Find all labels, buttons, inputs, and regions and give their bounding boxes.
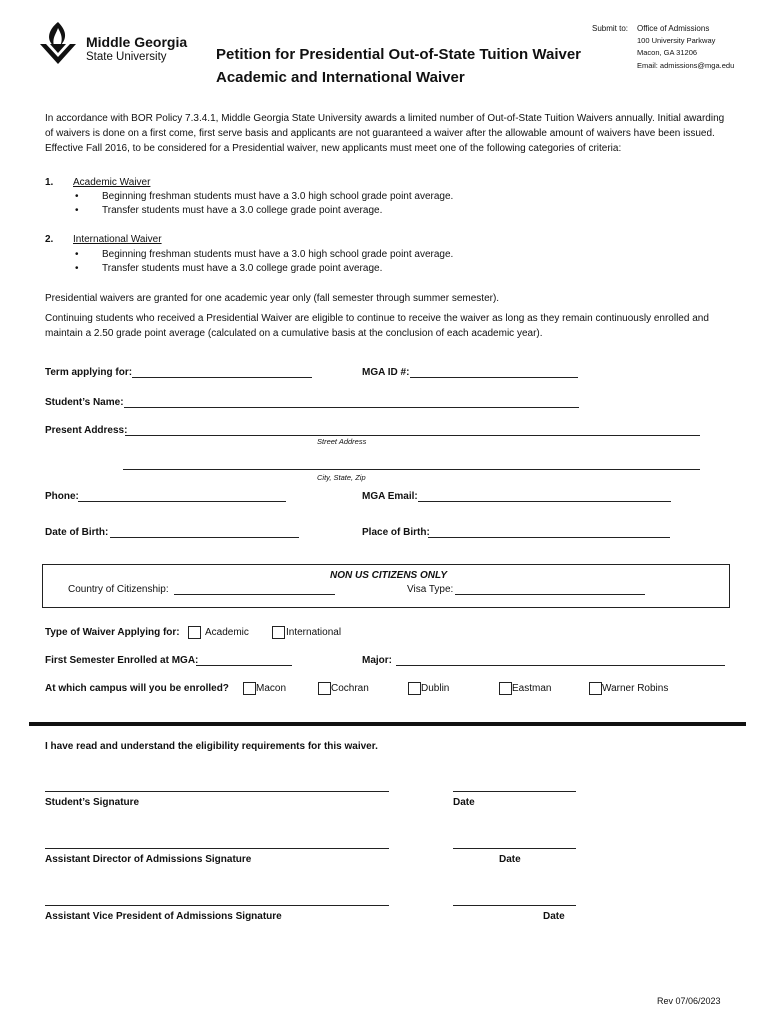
pob-field[interactable] [428,528,670,538]
flame-logo-icon [36,20,80,66]
logo [36,20,206,70]
page-subtitle: Academic and International Waiver [216,69,465,86]
category-1-number: 1. [45,177,54,188]
avp-signature-label: Assistant Vice President of Admissions Signature [45,911,282,922]
bullet-icon: • [75,249,79,260]
address-label: Present Address: [45,425,128,436]
avp-signature-line[interactable] [45,905,389,906]
street-address-field[interactable] [125,426,700,436]
category-2-bullet-1: Beginning freshman students must have a 3.0 high school grade point average. [102,249,454,260]
bullet-icon: • [75,205,79,216]
cochran-checkbox[interactable] [318,682,331,695]
visa-label: Visa Type: [407,584,454,595]
submit-street: 100 University Parkway [637,36,716,45]
first-semester-label: First Semester Enrolled at MGA: [45,655,199,666]
submit-city: Macon, GA 31206 [637,48,698,57]
phone-field[interactable] [78,492,286,502]
warner-robins-checkbox[interactable] [589,682,602,695]
macon-label: Macon [256,683,287,694]
submit-office: Office of Admissions [637,24,710,33]
dob-field[interactable] [110,528,299,538]
mga-email-label: MGA Email: [362,491,418,502]
city-state-zip-hint: City, State, Zip [317,473,366,482]
avp-date-line[interactable] [453,905,576,906]
note-continuing: Continuing students who received a Presidential Waiver are eligible to continue to receive the waiver as long as they remain continuously enrolled and maintain a 2.50 grade point average (calculated on a cumulative basis at the conclusion of each academic year). [45,313,709,339]
logo-line1: Middle Georgia [86,34,188,50]
mga-id-field[interactable] [410,368,578,378]
country-label: Country of Citizenship: [68,584,169,595]
phone-label: Phone: [45,491,79,502]
revision-note: Rev 07/06/2023 [657,996,721,1006]
mga-id-label: MGA ID #: [362,367,410,378]
visa-field[interactable] [455,585,645,595]
term-label: Term applying for: [45,367,133,378]
major-label: Major: [362,655,392,666]
first-semester-field[interactable] [196,656,292,666]
student-date-line[interactable] [453,791,576,792]
student-name-label: Student’s Name: [45,397,124,408]
avp-date-label: Date [543,911,565,922]
section-divider [29,722,746,726]
dublin-label: Dublin [421,683,450,694]
asst-director-signature-line[interactable] [45,848,389,849]
cochran-label: Cochran [331,683,369,694]
eastman-label: Eastman [512,683,552,694]
note-one-year: Presidential waivers are granted for one academic year only (fall semester through summer semester). [45,293,500,304]
asst-director-date-label: Date [499,854,521,865]
academic-option-label: Academic [205,627,249,638]
student-date-label: Date [453,797,475,808]
macon-checkbox[interactable] [243,682,256,695]
international-option-label: International [286,627,342,638]
logo-line2: State University [86,51,167,63]
country-field[interactable] [174,585,335,595]
non-us-title: NON US CITIZENS ONLY [330,570,448,581]
category-2-number: 2. [45,234,54,245]
street-address-hint: Street Address [317,437,367,446]
student-name-field[interactable] [124,398,579,408]
category-2-bullet-2: Transfer students must have a 3.0 college grade point average. [102,263,383,274]
major-field[interactable] [396,656,725,666]
mga-email-field[interactable] [418,492,671,502]
page-title: Petition for Presidential Out-of-State Tuition Waiver [216,46,582,63]
intro-paragraph: In accordance with BOR Policy 7.3.4.1, Middle Georgia State University awards a limited number of Out-of-State Tuition Waivers annually. Initial awarding of waivers is done on a first come, first serve basis and applicants are not guaranteed a waiver after the allowable amount of waivers have been issued. Effective Fall 2016, to be considered for a Presidential waiver, new applicants must meet one of the following categories of criteria: [45,113,725,154]
pob-label: Place of Birth: [362,527,430,538]
category-2-title: International Waiver [73,234,162,245]
bullet-icon: • [75,263,79,274]
dob-label: Date of Birth: [45,527,109,538]
category-1-bullet-2: Transfer students must have a 3.0 college grade point average. [102,205,383,216]
dublin-checkbox[interactable] [408,682,421,695]
campus-label: At which campus will you be enrolled? [45,683,229,694]
submit-email: Email: admissions@mga.edu [637,61,735,70]
acknowledge-text: I have read and understand the eligibility requirements for this waiver. [45,741,378,752]
academic-checkbox[interactable] [188,626,201,639]
asst-director-signature-label: Assistant Director of Admissions Signature [45,854,252,865]
category-1-bullet-1: Beginning freshman students must have a 3.0 high school grade point average. [102,191,454,202]
student-signature-line[interactable] [45,791,389,792]
bullet-icon: • [75,191,79,202]
asst-director-date-line[interactable] [453,848,576,849]
city-state-zip-field[interactable] [123,460,700,470]
student-signature-label: Student’s Signature [45,797,140,808]
eastman-checkbox[interactable] [499,682,512,695]
warner-robins-label: Warner Robins [602,683,669,694]
category-1-title: Academic Waiver [73,177,151,188]
waiver-type-label: Type of Waiver Applying for: [45,627,180,638]
submit-label: Submit to: [592,24,629,33]
international-checkbox[interactable] [272,626,285,639]
term-field[interactable] [132,368,312,378]
